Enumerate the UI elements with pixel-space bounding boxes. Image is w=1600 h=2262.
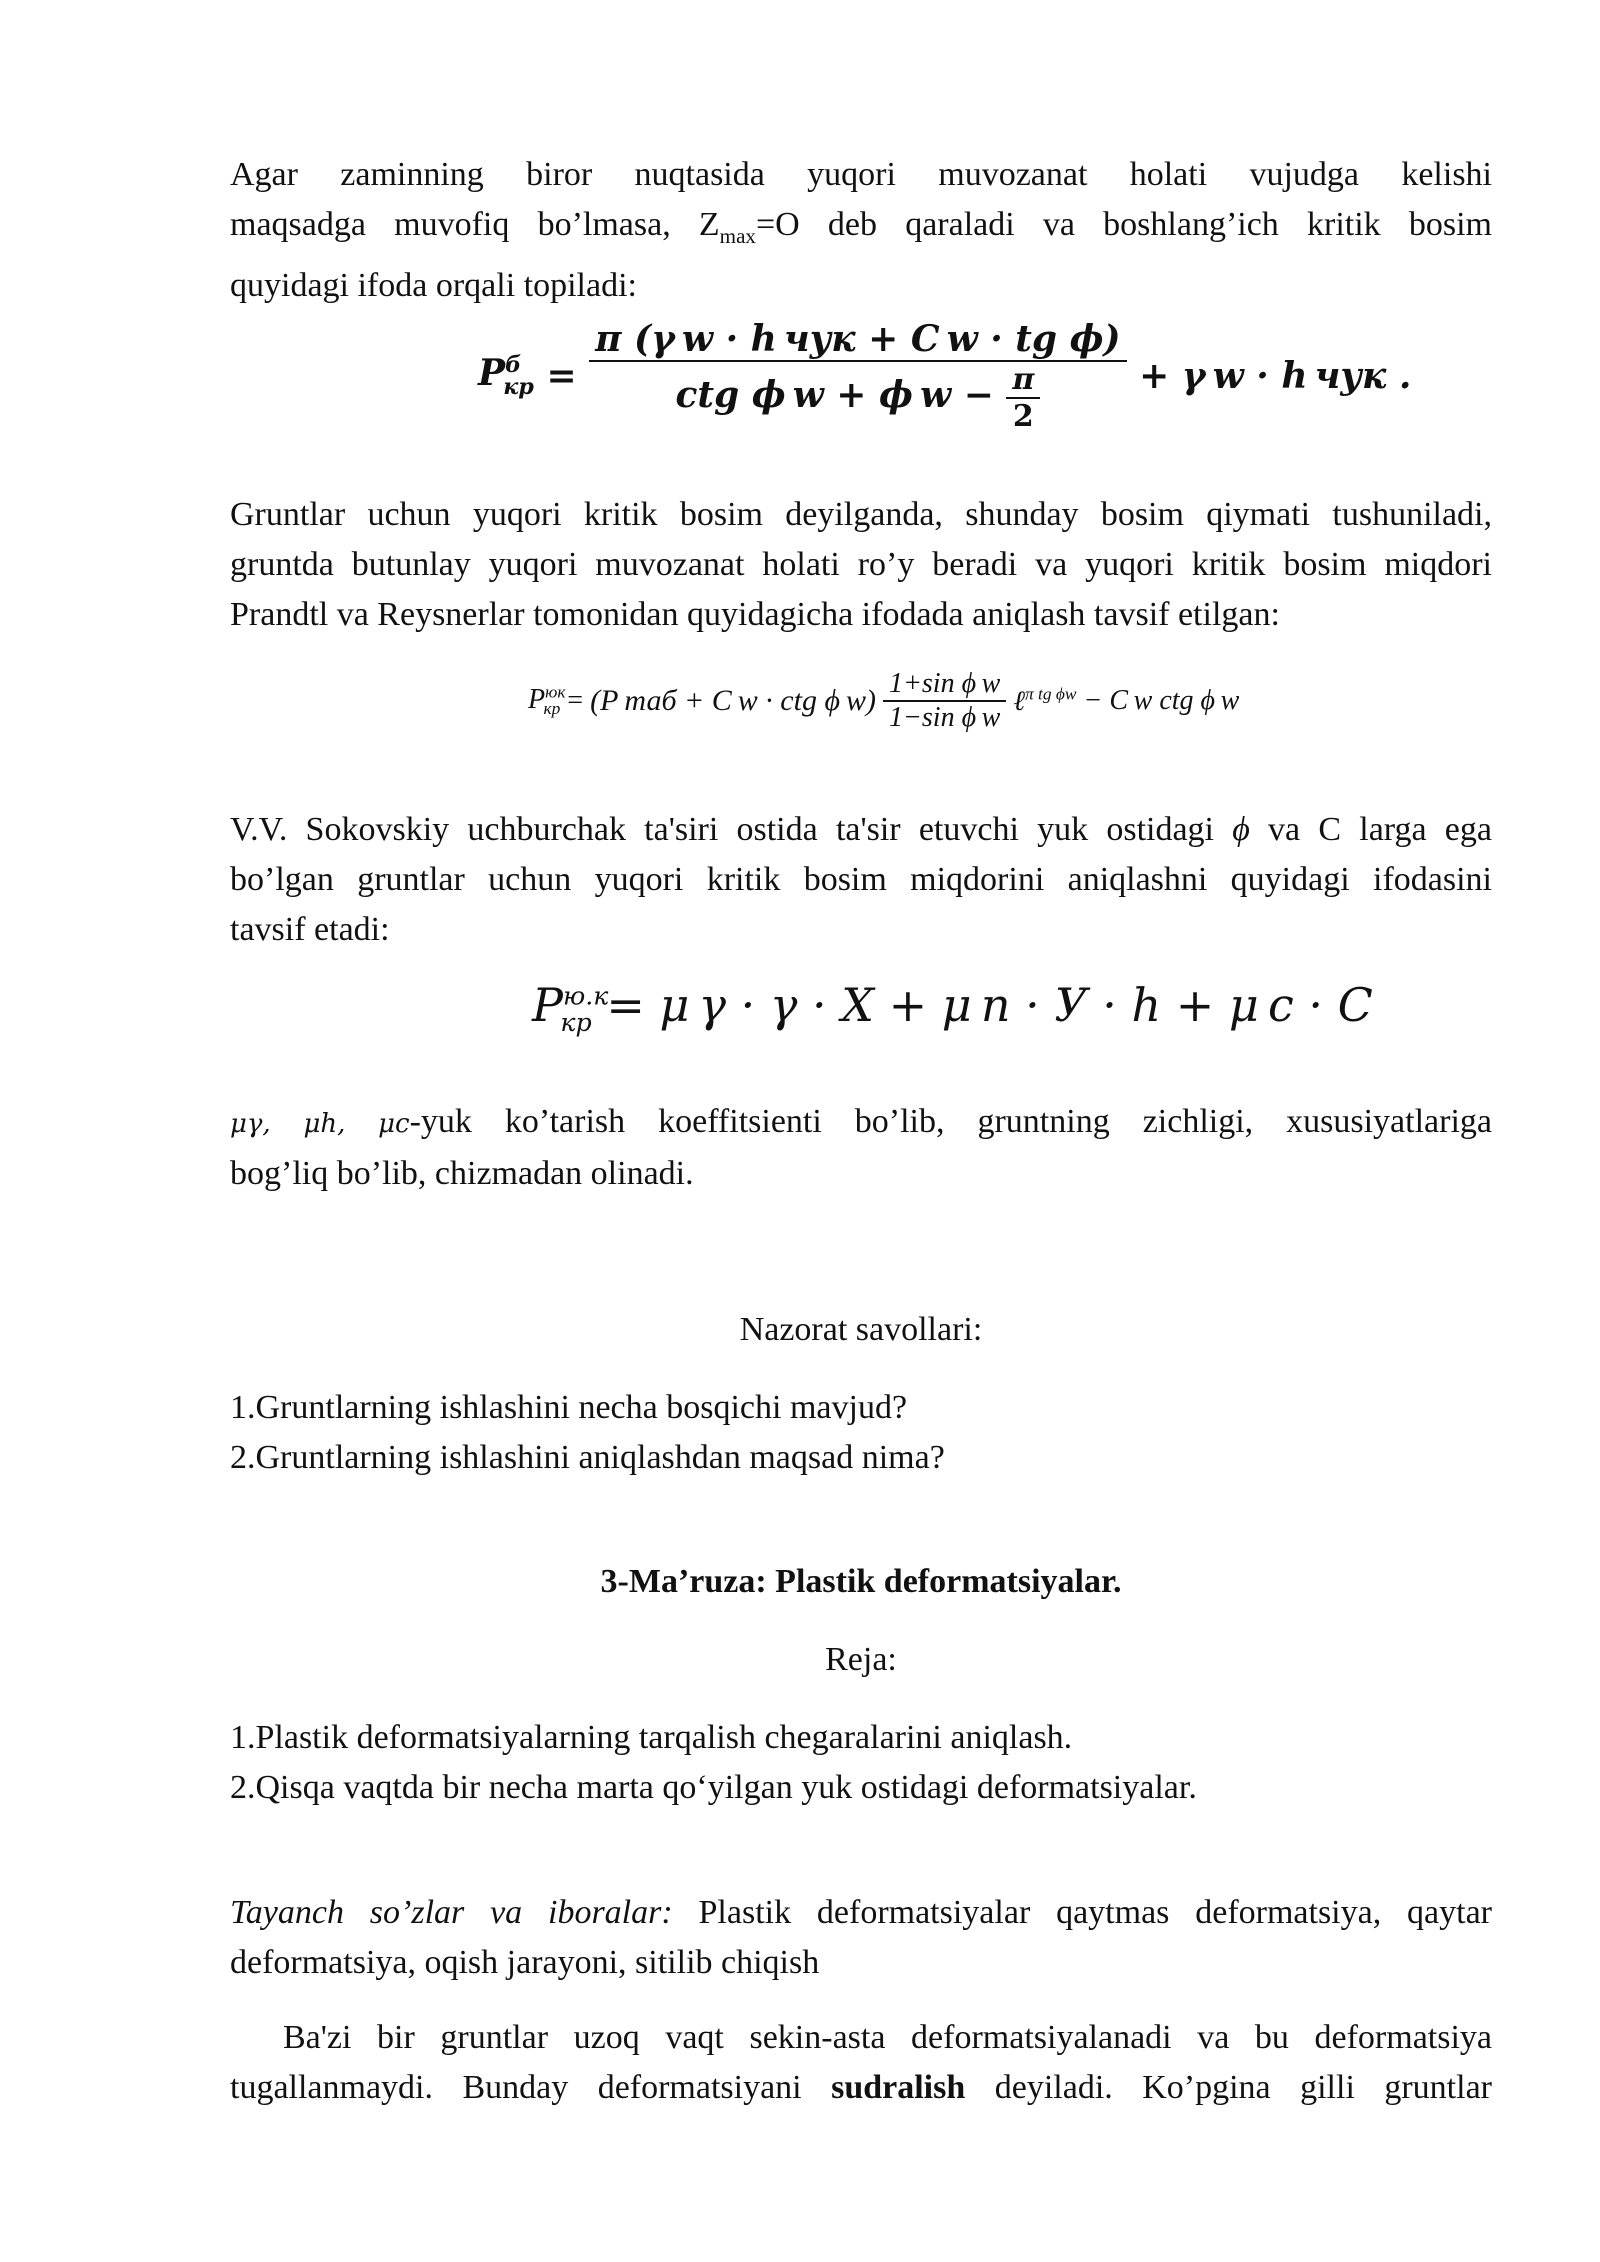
list-item: 2.Qisqa vaqtda bir necha marta qo‘yilgan yuk ostidagi deformatsiyalar. [230, 1769, 1197, 1806]
paragraph-coefficients [230, 1097, 1492, 1199]
formula-prandtl-reissner: $P^{юк}_{кр} = (P$ таб + C w · ctg ϕ w) $\frac{\text{1+sin ϕ w}}{\text{1−sin ϕ w}}$ ℓ$^{\pi tg \phi w}$ − C w ctg ϕ w [528, 668, 1240, 733]
list-item: 1.Plastik deformatsiyalarning tarqalish chegaralarini aniqlash. [230, 1719, 1073, 1756]
text-line: Prandtl va Reysnerlar tomonidan quyidagicha ifodada aniqlash tavsif etilgan: [230, 596, 1280, 633]
fraction [589, 318, 1126, 434]
paragraph-upper-critical [230, 490, 1492, 640]
questions-title: Nazorat savollari: [739, 1311, 983, 1348]
numerator: π (γ w · h чук + C w · tg ϕ) [589, 318, 1126, 362]
text-line: Ba'zi bir gruntlar uzoq vaqt sekin-asta deformatsiyalanadi va bu deformatsiya [283, 2019, 1492, 2056]
list-item: 2.Gruntlarning ishlashini aniqlashdan maqsad nima? [230, 1439, 945, 1476]
denominator: 1−sin ϕ w [889, 702, 1001, 733]
text-line: Tayanch so’zlar va iboralar: Plastik deformatsiyalar qaytmas deformatsiya, qaytar [230, 1894, 1492, 1931]
lecture-title: 3-Ma’ruza: Plastik deformatsiyalar. [600, 1563, 1122, 1600]
text-line: bo’lgan gruntlar uchun yuqori kritik bosim miqdorini aniqlashni quyidagi ifodasini [230, 861, 1492, 898]
formula-sokolovskiy: $P^{ю.к}_{кр} = \mu$ γ · γ · X + μ n · У · h + μ c · C [532, 978, 1373, 1038]
fraction [883, 668, 1006, 734]
denominator: ctg ϕ w + ϕ w − $\frac{\pi}{2}$ [589, 362, 1126, 434]
formula-initial-critical-pressure: $P^б_{кр}$ = π (γ w · h чук + C w · tg ϕ) ctg ϕ w + ϕ w − $\frac{\pi}{2}$ + γ w · h чук . [478, 318, 1412, 434]
numerator: 1+sin ϕ w [883, 668, 1006, 702]
text-line: bog’liq bo’lib, chizmadan olinadi. [230, 1155, 694, 1192]
text-line: Gruntlar uchun yuqori kritik bosim deyilganda, shunday bosim qiymati tushuniladi, [230, 496, 1492, 533]
text-line: Agar zaminning biror nuqtasida yuqori muvozanat holati vujudga kelishi [230, 156, 1492, 193]
plan-title: Reja: [825, 1641, 897, 1678]
paragraph-intro [230, 150, 1492, 311]
list-item: 1.Gruntlarning ishlashini necha bosqichi mavjud? [230, 1389, 908, 1426]
paragraph-sokolovskiy [230, 805, 1492, 955]
text-line: μγ, μh, μc-yuk ko’tarish koeffitsienti bo’lib, gruntning zichligi, xususiyatlariga [230, 1103, 1492, 1140]
text-line: deformatsiya, oqish jarayoni, sitilib chiqish [230, 1944, 820, 1981]
keywords-label: Tayanch so’zlar va iboralar: [230, 1894, 673, 1931]
text-line: gruntda butunlay yuqori muvozanat holati ro’y beradi va yuqori kritik bosim miqdori [230, 546, 1492, 583]
paragraph-creep [230, 2013, 1492, 2113]
text-line: tavsif etadi: [230, 911, 390, 948]
text-line: V.V. Sokovskiy uchburchak ta'siri ostida ta'sir etuvchi yuk ostidagi ϕ va C larga ega [230, 811, 1492, 848]
keywords-paragraph [230, 1888, 1492, 1988]
questions-list [230, 1383, 1492, 1483]
text-line: tugallanmaydi. Bunday deformatsiyani sudralish deyiladi. Ko’pgina gilli gruntlar [230, 2069, 1492, 2106]
text-line: maqsadga muvofiq bo’lmasa, $Z_{max}=O$ deb qaraladi va boshlang’ich kritik bosim [230, 206, 1492, 248]
plan-list [230, 1713, 1492, 1813]
text-line: quyidagi ifoda orqali topiladi: [230, 266, 637, 304]
